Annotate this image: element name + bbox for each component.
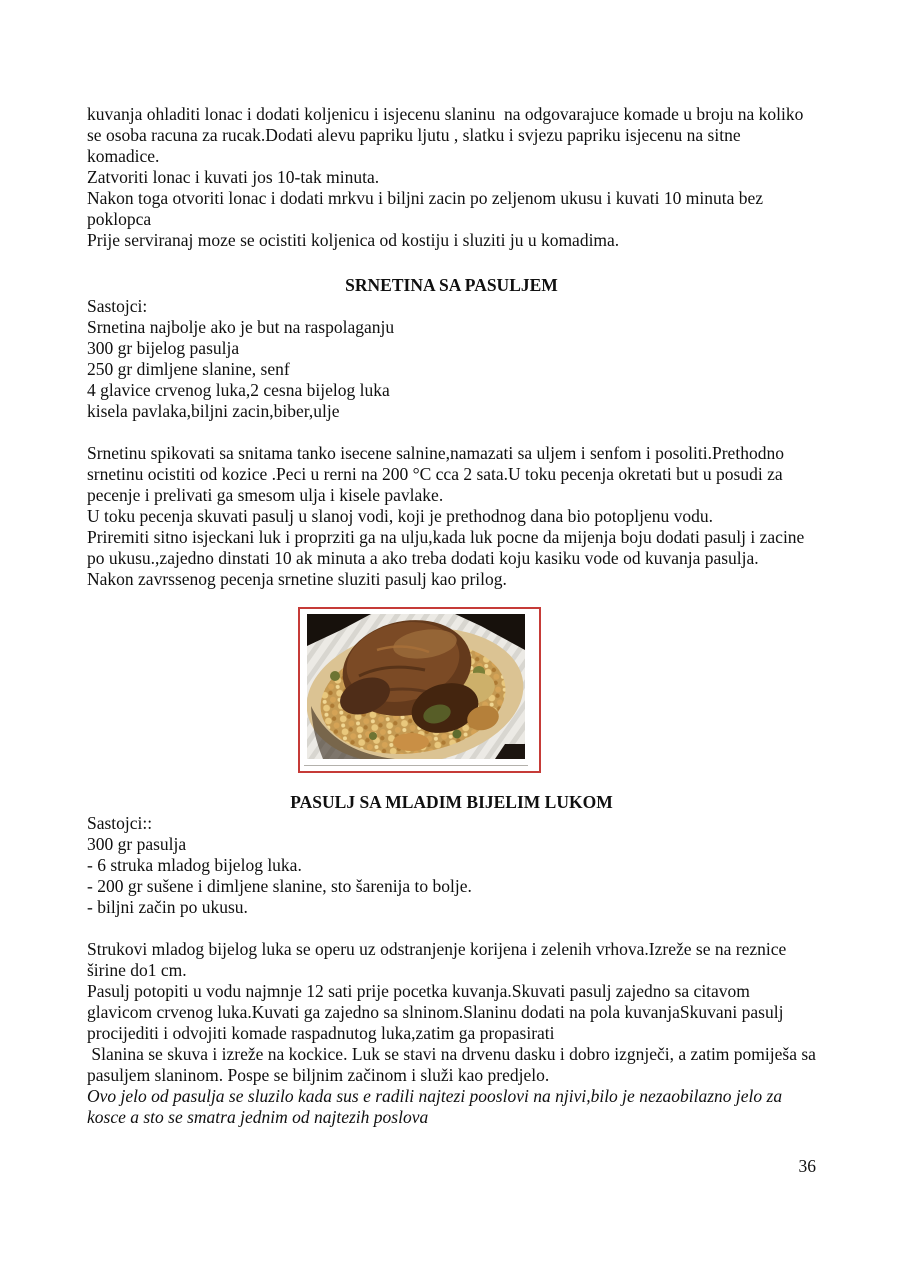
- recipe1-ingredients: [87, 317, 816, 422]
- page-number: 36: [798, 1156, 816, 1176]
- instruction-paragraph: Pasulj potopiti u vodu najmnje 12 sati prije pocetka kuvanja.Skuvati pasulj zajedno sa citavom glavicom crvenog luka.Kuvati ga zajedno sa slninom.Slaninu dodati na pola kuvanjaSkuvani pasulj procijediti i odvojiti komade raspadnutog luka,zatim ga propasirati: [87, 981, 788, 1043]
- recipe1-title: SRNETINA SA PASULJEM: [345, 275, 558, 295]
- intro-paragraphs: [87, 104, 816, 251]
- historical-note: Ovo jelo od pasulja se sluzilo kada sus e radili najtezi pooslovi na njivi,bilo je nezaobilazno jelo za kosce a sto se smatra jednim od najtezih poslova: [87, 1086, 787, 1127]
- recipe2-instructions: [87, 939, 821, 1086]
- recipe2-ingredients-label: Sastojci::: [87, 813, 153, 833]
- ingredient-line: - 200 gr sušene i dimljene slanine, sto šarenija to bolje.: [87, 876, 472, 896]
- ingredient-line: Srnetina najbolje ako je but na raspolaganju: [87, 317, 395, 337]
- instruction-paragraph: Priremiti sitno isjeckani luk i proprziti ga na ulju,kada luk pocne da mijenja boju dodati pasulj i zacine po ukusu.,zajedno dinstati 10 ak minuta a ako treba dodati koju kasiku vode od kuvanja pasulja.: [87, 527, 809, 568]
- blank-line: [87, 422, 816, 443]
- photo-underline: [304, 765, 528, 766]
- ingredient-line: 4 glavice crvenog luka,2 cesna bijelog luka: [87, 380, 390, 400]
- ingredient-line: - 6 struka mladog bijelog luka.: [87, 855, 302, 875]
- ingredient-line: 250 gr dimljene slanine, senf: [87, 359, 290, 379]
- roast-with-beans-photo: [307, 614, 525, 759]
- recipe1-instructions: [87, 443, 816, 590]
- instruction-paragraph: U toku pecenja skuvati pasulj u slanoj vodi, koji je prethodnog dana bio potopljenu vodu.: [87, 506, 714, 526]
- recipe1-photo-frame: [298, 607, 541, 773]
- ingredient-line: 300 gr pasulja: [87, 834, 187, 854]
- recipe2-ingredients: [87, 834, 816, 918]
- paragraph-line: kuvanja ohladiti lonac i dodati koljenicu i isjecenu slaninu na odgovarajuce komade u broju na koliko se osoba racuna za rucak.Dodati alevu papriku ljutu , slatku i svjezu papriku isjecenu na sitne komadice.: [87, 104, 808, 166]
- recipe1-ingredients-label: Sastojci:: [87, 296, 148, 316]
- paragraph-line: Zatvoriti lonac i kuvati jos 10-tak minuta.: [87, 167, 380, 187]
- instruction-paragraph: Srnetinu spikovati sa snitama tanko isecene salnine,namazati sa uljem i senfom i posoliti.Prethodno srnetinu ocistiti od kozice .Peci u rerni na 200 °C cca 2 sata.U toku pecenja okretati but u posudi za pecenje i prelivati ga smesom ulja i kisele pavlake.: [87, 443, 789, 505]
- instruction-paragraph: Strukovi mladog bijelog luka se operu uz odstranjenje korijena i zelenih vrhova.Izreže se na reznice širine do1 cm.: [87, 939, 791, 980]
- ingredient-line: 300 gr bijelog pasulja: [87, 338, 240, 358]
- paragraph-line: Prije serviranaj moze se ocistiti koljenica od kostiju i sluziti ju u komadima.: [87, 230, 620, 250]
- instruction-paragraph: Slanina se skuva i izreže na kockice. Luk se stavi na drvenu dasku i dobro izgnječi, a zatim pomiješa sa pasuljem slaninom. Pospe se biljnim začinom i služi kao predjelo.: [87, 1044, 821, 1085]
- instruction-paragraph: Nakon zavrssenog pecenja srnetine sluziti pasulj kao prilog.: [87, 569, 507, 589]
- ingredient-line: - biljni začin po ukusu.: [87, 897, 248, 917]
- blank-line: [87, 918, 816, 939]
- ingredient-line: kisela pavlaka,biljni zacin,biber,ulje: [87, 401, 340, 421]
- paragraph-line: Nakon toga otvoriti lonac i dodati mrkvu i biljni zacin po zeljenom ukusu i kuvati 10 minuta bez poklopca: [87, 188, 768, 229]
- recipe2-title: PASULJ SA MLADIM BIJELIM LUKOM: [290, 792, 613, 812]
